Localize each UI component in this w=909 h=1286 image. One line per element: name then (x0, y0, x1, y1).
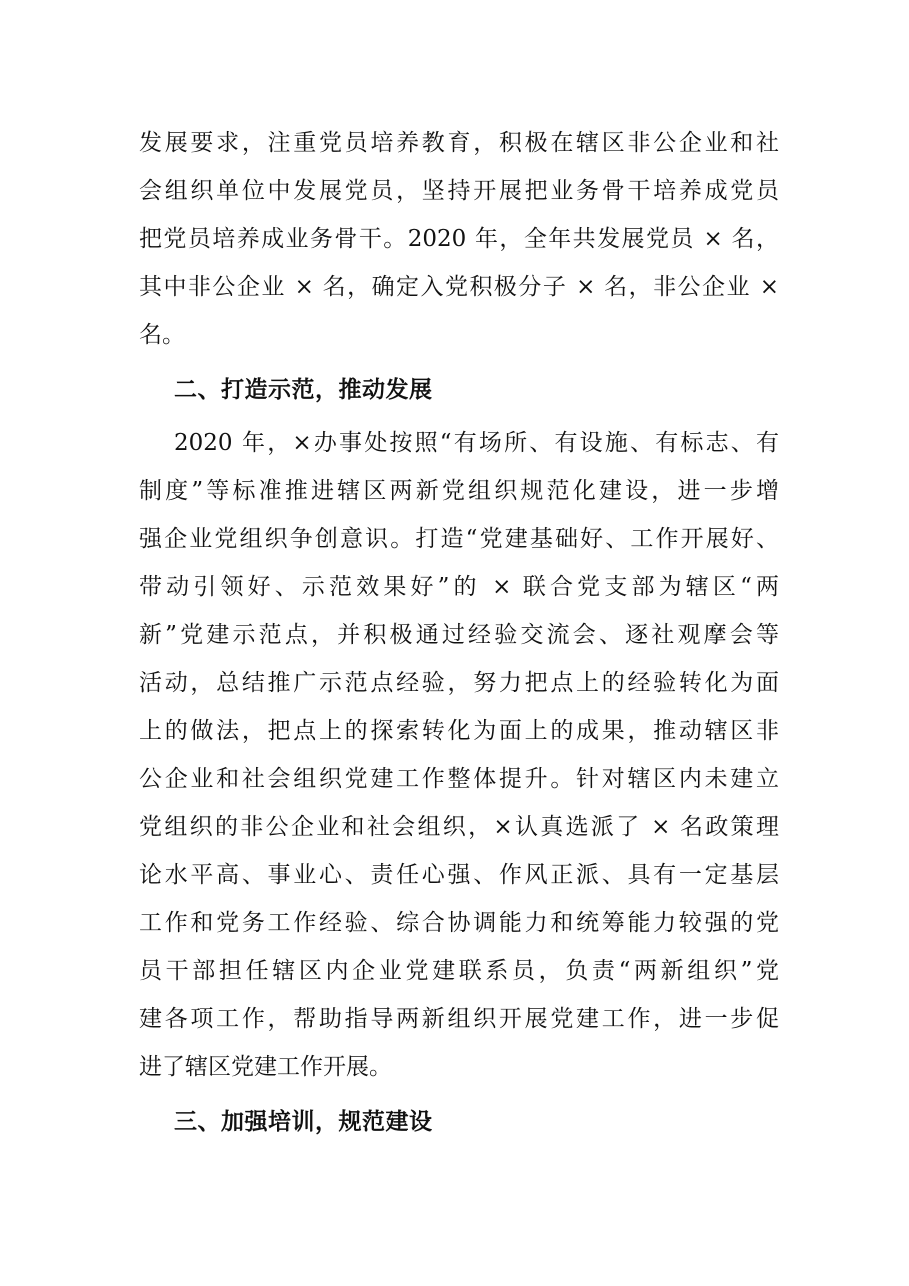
paragraph-2-line-13: 建各项工作，帮助指导两新组织开展党建工作，进一步促 (139, 1006, 779, 1032)
paragraph-2-line-8: 公企业和社会组织党建工作整体提升。针对辖区内未建立 (139, 766, 779, 792)
section-heading-3: 三、加强培训，规范建设 (174, 1109, 433, 1135)
paragraph-2-line-2: 制度”等标准推进辖区两新党组织规范化建设，进一步增 (139, 478, 779, 504)
paragraph-1-line-2: 会组织单位中发展党员，坚持开展把业务骨干培养成党员 (139, 178, 779, 204)
paragraph-2-line-10: 论水平高、事业心、责任心强、作风正派、具有一定基层 (139, 862, 779, 888)
paragraph-2-line-12: 员干部担任辖区内企业党建联系员，负责“两新组织”党 (139, 958, 779, 984)
paragraph-2-line-14: 进了辖区党建工作开展。 (139, 1054, 392, 1080)
paragraph-2-line-3: 强企业党组织争创意识。打造“党建基础好、工作开展好、 (139, 526, 779, 552)
paragraph-1-line-1: 发展要求，注重党员培养教育，积极在辖区非公企业和社 (139, 130, 779, 156)
paragraph-1-line-5: 名。 (139, 322, 185, 348)
paragraph-2-line-5: 新”党建示范点，并积极通过经验交流会、逐社观摩会等 (139, 622, 779, 648)
paragraph-2-line-7: 上的做法，把点上的探索转化为面上的成果，推动辖区非 (139, 718, 779, 744)
paragraph-1-line-3: 把党员培养成业务骨干。2020 年，全年共发展党员 × 名， (139, 226, 779, 252)
paragraph-2-line-11: 工作和党务工作经验、综合协调能力和统筹能力较强的党 (139, 910, 779, 936)
paragraph-2-line-1: 2020 年，×办事处按照“有场所、有设施、有标志、有 (174, 430, 779, 456)
paragraph-2-line-6: 活动，总结推广示范点经验，努力把点上的经验转化为面 (139, 670, 779, 696)
paragraph-2-line-9: 党组织的非公企业和社会组织，×认真选派了 × 名政策理 (139, 814, 779, 840)
section-heading-2: 二、打造示范，推动发展 (174, 377, 433, 403)
paragraph-2-line-4: 带动引领好、示范效果好”的 × 联合党支部为辖区“两 (139, 574, 779, 600)
paragraph-1-line-4: 其中非公企业 × 名，确定入党积极分子 × 名，非公企业 × (139, 274, 779, 300)
